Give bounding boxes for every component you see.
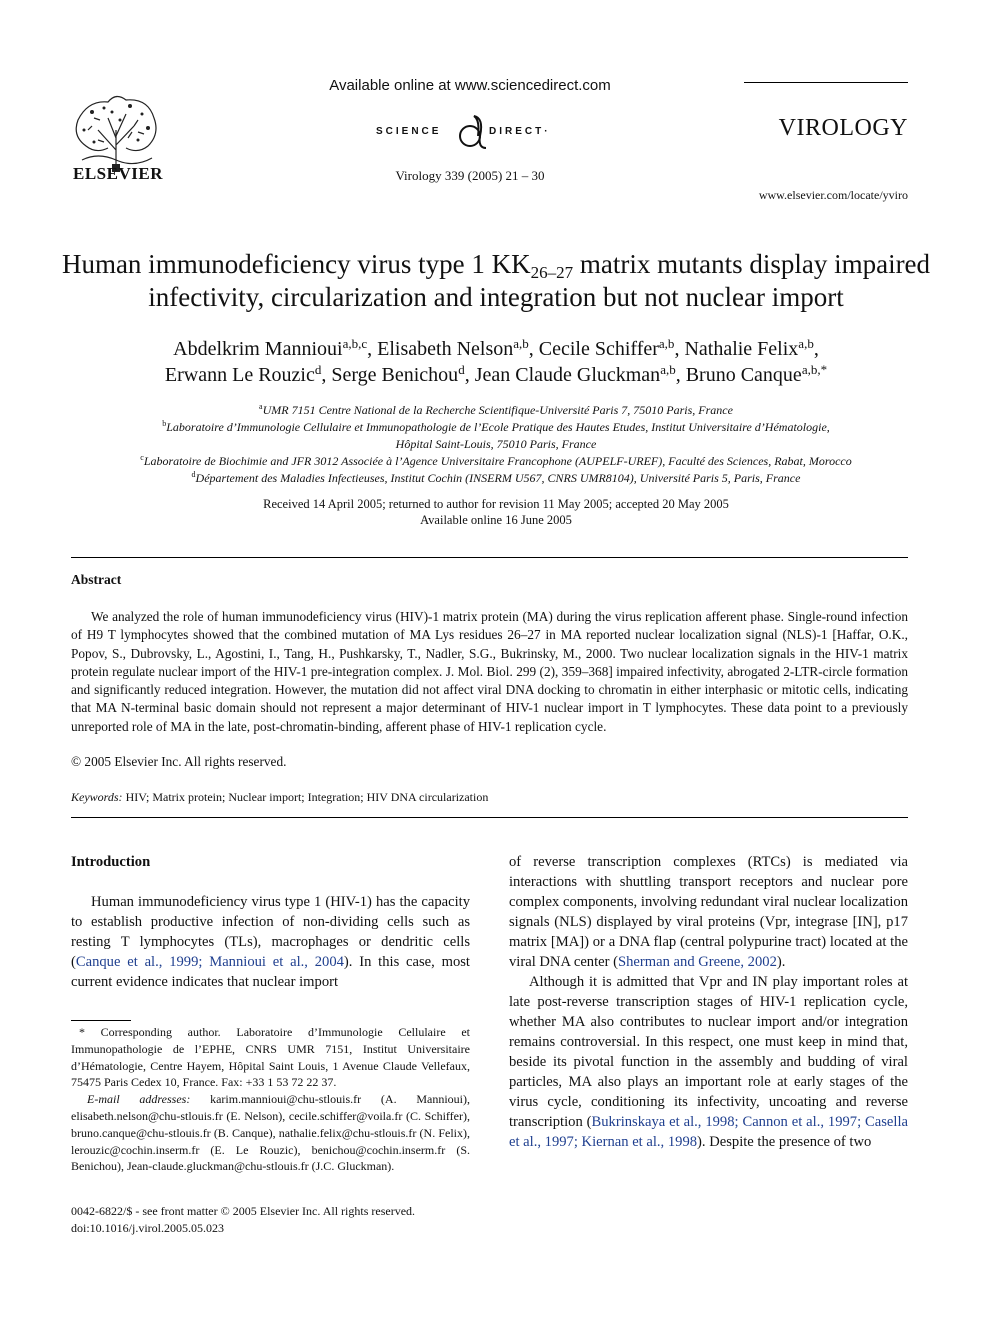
abstract-text: We analyzed the role of human immunodeficiency virus (HIV)-1 matrix protein (MA) during the virus replication afferent phase. Single-round infection of H9 T lymphocytes showed that the combined mutation of MA Lys residues 26–27 in MA reported nuclear localization signal (NLS)-1 [Haffar, O.K., Popov, S., Dubrovsky, L., Agostini, I., Tang, H., Pushkarsky, T., Nadler, S.G., Bukrinsky, M., 2000. Two nuclear localization signals in the HIV-1 matrix protein regulate nuclear import of the HIV-1 pre-integration complex. J. Mol. Biol. 299 (2), 359–368] impaired infectivity, abrogated 2-LTR-circle formation and significantly reduced integration. However, the mutation did not affect viral DNA docking to chromatin in either interphasic or mitotic cells, indicating that MA N-terminal basic domain should not represent a major determinant of HIV-1 nuclear import in T lymphocytes. These data point to a previously unreported role of MA in the late, post-chromatin-binding, afferent phase of HIV-1 replication cycle.	[71, 609, 908, 734]
corresponding-author-note: * Corresponding author. Laboratoire d’Immunologie Cellulaire et Immunopathologie de l’EPHE, CNRS UMR 7151, Institut Universitaire d’Hématologie, Centre Hayem, Hôpital Saint Louis, 1 Avenue Claude Vellefaux, 75475 Paris Cedex 10, France. Fax: +33 1 53 72 22 37.	[71, 1025, 470, 1090]
journal-citation: Virology 339 (2005) 21 – 30	[395, 168, 545, 183]
article-dates	[70, 496, 922, 528]
affiliation: $^a$UMR 7151 Centre National de la Recherche Scientifique-Université Paris 7, 75010 Paris, France	[259, 402, 733, 417]
citation-link[interactable]: Sherman and Greene, 2002	[618, 954, 777, 970]
available-online-text: Available online at www.sciencedirect.com	[329, 77, 611, 94]
sciencedirect-d-logo-icon	[450, 114, 490, 154]
affiliation: $^b$Laboratoire d’Immunologie Cellulaire et Immunopathologie de l’Ecole Pratique des Hautes Etudes, Institut Universitaire d’Hématologie,	[162, 419, 830, 434]
citation-link[interactable]: Canque et al., 1999; Mannioui et al., 2004	[75, 954, 344, 970]
affiliation: Hôpital Saint-Louis, 75010 Paris, France	[395, 437, 597, 451]
citation-link[interactable]: Bukrinskaya et al., 1998; Cannon et al., 1997; Casella et al., 1997; Kiernan et al., 1998	[509, 1114, 908, 1150]
author-name[interactable]: Serge Benichou	[331, 364, 459, 386]
front-matter	[71, 1203, 470, 1236]
introduction-heading: Introduction	[71, 854, 151, 870]
sciencedirect-logo-left: SCIENCE	[376, 126, 442, 137]
intro-right-column: of reverse transcription complexes (RTCs) is mediated via interactions with shuttling transport receptors and nuclear pore complex components, involving redundant viral nuclear localization signals (NLS) displayed by viral proteins (Vpr, integrase [IN], p17 matrix [MA]) or a DNA flap (central polypurine tract) located at the viral DNA center (Sherman and Greene, 2002). Although it is admitted that Vpr and IN play important roles at late post-reverse transcription stages of HIV-1 replication cycle, whether MA also contributes to nuclear import and/or integration remains controversial. In this respect, one must keep in mind that, beside its pivotal function in the assembly and budding of viral particles, MA also plays an important role at early stages of the virus cycle, conditioning its infectivity, uncoating and reverse transcription (Bukrinskaya et al., 1998; Cannon et al., 1997; Casella et al., 1997; Kiernan et al., 1998). Despite the presence of two	[509, 854, 908, 1150]
affiliation: $^c$Laboratoire de Biochimie and JFR 3012 Associée à l’Agence Universitaire Francophone (AUPELF-UREF), Faculté des Sciences, Rabat, Morocco	[140, 453, 852, 468]
available-date: Available online 16 June 2005	[420, 513, 572, 527]
header-rule	[744, 82, 908, 83]
issn-line: 0042-6822/$ - see front matter © 2005 Elsevier Inc. All rights reserved.	[71, 1204, 416, 1218]
email-addresses: E-mail addresses: karim.mannioui@chu-stlouis.fr (A. Mannioui), elisabeth.nelson@chu-stlouis.fr (E. Nelson), cecile.schiffer@voila.fr (C. Schiffer), bruno.canque@chu-stlouis.fr (B. Canque), nathalie.felix@chu-stlouis.fr (N. Felix), lerouzic@cochin.inserm.fr (E. Le Rouzic), benichou@cochin.inserm.fr (S. Benichou), Jean-claude.gluckman@chu-stlouis.fr (J.C. Gluckman).	[71, 1092, 471, 1174]
footnotes	[71, 1024, 470, 1175]
author-name[interactable]: Nathalie Felix	[684, 338, 799, 360]
sciencedirect-logo-right: DIRECT·	[489, 126, 551, 137]
journal-name: VIROLOGY	[778, 115, 908, 141]
abstract-top-rule	[71, 557, 908, 558]
journal-url[interactable]: www.elsevier.com/locate/yviro	[758, 188, 908, 202]
intro-left-column: Human immunodeficiency virus type 1 (HIV-1) has the capacity to establish productive infection of non-dividing cells such as resting T lymphocytes (TLs), macrophages or dendritic cells (Canque et al., 1999; Mannioui et al., 2004). In this case, most current evidence indicates that nuclear import	[71, 894, 470, 990]
received-dates: Received 14 April 2005; returned to author for revision 11 May 2005; accepted 20 May 2005	[263, 497, 729, 511]
publisher-name: ELSEVIER	[73, 164, 163, 183]
doi-line[interactable]: doi:10.1016/j.virol.2005.05.023	[71, 1220, 224, 1235]
author-name[interactable]: Erwann Le Rouzic	[164, 364, 315, 386]
author-list: Abdelkrim Mannioui$^{a,b,c}$, Elisabeth Nelson$^{a,b}$, Cecile Schiffer$^{a,b}$, Nathalie Felix$^{a,b}$, Erwann Le Rouzic$^d$, Serge Benichou$^d$, Jean Claude Gluckman$^{a,b}$, Bruno Canque$^{a,b,*}$	[164, 336, 828, 386]
article-title: Human immunodeficiency virus type 1 $KK_{26-27}$ matrix mutants display impaired infectivity, circularization and integration but not nuclear import	[61, 249, 931, 312]
abstract-heading: Abstract	[71, 572, 122, 587]
affiliation: $^d$Département des Maladies Infectieuses, Institut Cochin (INSERM U567, CNRS UMR8104), Université Paris 5, Paris, France	[191, 470, 801, 485]
affiliations	[70, 402, 922, 487]
author-name[interactable]: Cecile Schiffer	[538, 338, 659, 360]
abstract-bottom-rule	[71, 817, 908, 818]
author-name[interactable]: Elisabeth Nelson	[377, 338, 514, 360]
author-name[interactable]: Abdelkrim Mannioui	[173, 338, 343, 360]
author-name[interactable]: Jean Claude Gluckman	[474, 364, 661, 386]
author-name[interactable]: Bruno Canque	[685, 364, 802, 386]
abstract-copyright: © 2005 Elsevier Inc. All rights reserved.	[71, 754, 287, 769]
footnote-rule	[71, 1020, 131, 1021]
keywords: Keywords: HIV; Matrix protein; Nuclear import; Integration; HIV DNA circularization	[71, 790, 489, 804]
